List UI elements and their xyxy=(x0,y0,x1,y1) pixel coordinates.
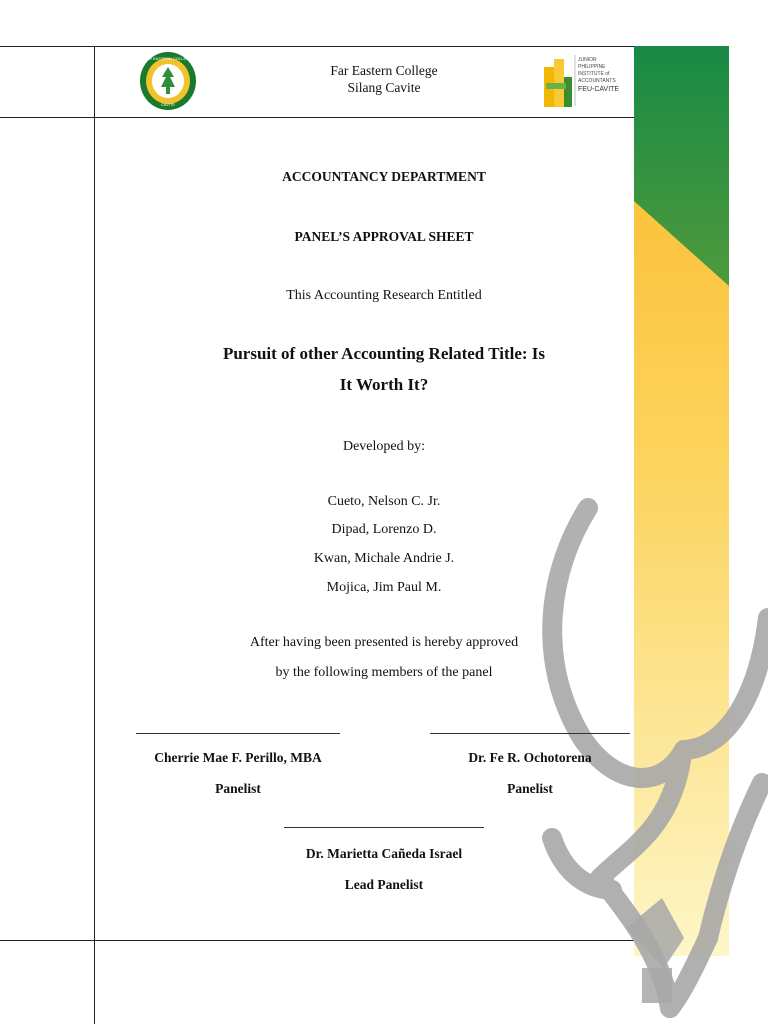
author-4: Mojica, Jim Paul M. xyxy=(326,580,442,595)
svg-text:ACCOUNTANTS: ACCOUNTANTS xyxy=(578,78,616,84)
signature-line-lead-panelist xyxy=(284,827,484,828)
header-top-rule xyxy=(0,46,636,47)
lead-panelist-role: Lead Panelist xyxy=(344,877,424,892)
author-1: Cueto, Nelson C. Jr. xyxy=(327,494,441,509)
jpia-feu-cavite-logo-icon xyxy=(540,53,628,108)
author-3: Kwan, Michale Andrie J. xyxy=(313,551,455,566)
signature-line-panelist-1 xyxy=(136,733,340,734)
college-name: Far Eastern College xyxy=(330,63,438,78)
research-title-line-1: Pursuit of other Accounting Related Title: Is xyxy=(222,344,546,363)
department-heading: ACCOUNTANCY DEPARTMENT xyxy=(282,169,486,184)
author-2: Dipad, Lorenzo D. xyxy=(331,522,437,537)
signature-line-panelist-2 xyxy=(430,733,630,734)
panelist-2-role: Panelist xyxy=(507,781,553,796)
svg-text:FEU-CAVITE: FEU-CAVITE xyxy=(578,86,620,93)
svg-text:JUNIOR: JUNIOR xyxy=(578,57,597,63)
svg-text:CAVITE: CAVITE xyxy=(160,102,176,107)
svg-text:PHILIPPINE: PHILIPPINE xyxy=(578,64,606,70)
research-title-line-2: It Worth It? xyxy=(339,375,429,394)
panelist-2-name: Dr. Fe R. Ochotorena xyxy=(468,750,592,765)
panelist-1-role: Panelist xyxy=(215,781,261,796)
lead-panelist-name: Dr. Marietta Cañeda Israel xyxy=(305,846,463,861)
intro-text: This Accounting Research Entitled xyxy=(286,288,482,303)
svg-text:FAR EASTERN COLLEGE: FAR EASTERN COLLEGE xyxy=(144,56,192,61)
college-location: Silang Cavite xyxy=(347,80,421,95)
developed-by-label: Developed by: xyxy=(342,439,426,454)
approval-text-line-1: After having been presented is hereby approved xyxy=(249,635,519,650)
approval-text-line-2: by the following members of the panel xyxy=(275,665,493,680)
svg-text:INSTITUTE of: INSTITUTE of xyxy=(578,71,610,77)
panelist-1-name: Cherrie Mae F. Perillo, MBA xyxy=(154,750,322,765)
header-bottom-rule xyxy=(0,117,636,118)
sheet-title: PANEL’S APPROVAL SHEET xyxy=(294,229,474,244)
